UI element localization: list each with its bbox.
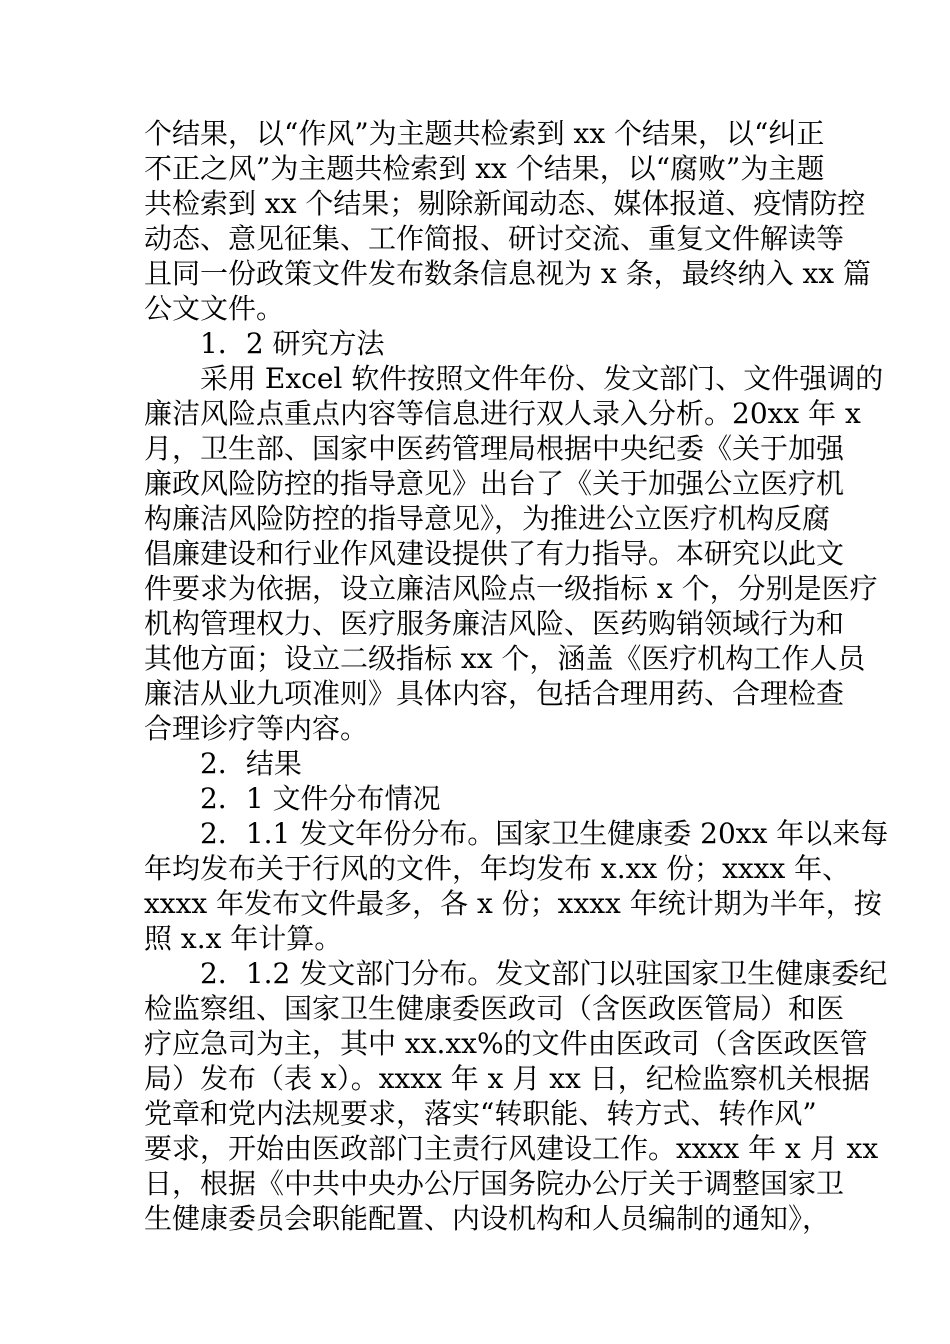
text-line: 2．结果 — [200, 747, 302, 780]
text-line: 公文文件。 — [144, 292, 285, 325]
text-line: 疗应急司为主，其中 xx.xx%的文件由医政司（含医政医管 — [144, 1027, 868, 1060]
text-line: 构廉洁风险防控的指导意见》，为推进公立医疗机构反腐 — [144, 502, 831, 535]
text-line: 日，根据《中共中央办公厅国务院办公厅关于调整国家卫 — [144, 1167, 845, 1200]
text-line: 廉洁风险点重点内容等信息进行双人录入分析。20xx 年 x — [144, 397, 861, 430]
text-line: 2．1.1 发文年份分布。国家卫生健康委 20xx 年以来每 — [200, 817, 889, 850]
text-line: 件要求为依据，设立廉洁风险点一级指标 x 个，分别是医疗 — [144, 572, 878, 605]
text-line: 党章和党内法规要求，落实“转职能、转方式、转作风” — [144, 1097, 817, 1130]
body-text — [144, 116, 889, 1236]
text-line: 2．1 文件分布情况 — [200, 782, 441, 815]
text-line: 合理诊疗等内容。 — [144, 712, 369, 745]
text-line: 生健康委员会职能配置、内设机构和人员编制的通知》， — [144, 1202, 831, 1235]
text-line: 2．1.2 发文部门分布。发文部门以驻国家卫生健康委纪 — [200, 957, 888, 990]
text-line: 个结果，以“作风”为主题共检索到 xx 个结果，以“纠正 — [144, 117, 825, 150]
text-line: 采用 Excel 软件按照文件年份、发文部门、文件强调的 — [200, 362, 884, 395]
text-line: 要求，开始由医政部门主责行风建设工作。xxxx 年 x 月 xx — [144, 1132, 879, 1165]
text-line: 月，卫生部、国家中医药管理局根据中央纪委《关于加强 — [144, 432, 845, 465]
text-line: 机构管理权力、医疗服务廉洁风险、医药购销领域行为和 — [144, 607, 845, 640]
text-line: 不正之风”为主题共检索到 xx 个结果，以“腐败”为主题 — [144, 152, 825, 185]
text-line: 局）发布（表 x）。xxxx 年 x 月 xx 日，纪检监察机关根据 — [144, 1062, 870, 1095]
text-line: 其他方面；设立二级指标 xx 个，涵盖《医疗机构工作人员 — [144, 642, 866, 675]
text-line: 共检索到 xx 个结果；剔除新闻动态、媒体报道、疫情防控 — [144, 187, 866, 220]
text-line: 动态、意见征集、工作简报、研讨交流、重复文件解读等 — [144, 222, 845, 255]
text-line: 廉洁从业九项准则》具体内容，包括合理用药、合理检查 — [144, 677, 845, 710]
text-line: 检监察组、国家卫生健康委医政司（含医政医管局）和医 — [144, 992, 845, 1025]
text-line: 廉政风险防控的指导意见》出台了《关于加强公立医疗机 — [144, 467, 845, 500]
text-line: 且同一份政策文件发布数条信息视为 x 条，最终纳入 xx 篇 — [144, 257, 871, 290]
text-line: 倡廉建设和行业作风建设提供了有力指导。本研究以此文 — [144, 537, 845, 570]
text-line: xxxx 年发布文件最多，各 x 份；xxxx 年统计期为半年，按 — [144, 887, 882, 920]
text-line: 照 x.x 年计算。 — [144, 922, 343, 955]
text-line: 1．2 研究方法 — [200, 327, 385, 360]
text-line: 年均发布关于行风的文件，年均发布 x.xx 份；xxxx 年、 — [144, 852, 851, 885]
